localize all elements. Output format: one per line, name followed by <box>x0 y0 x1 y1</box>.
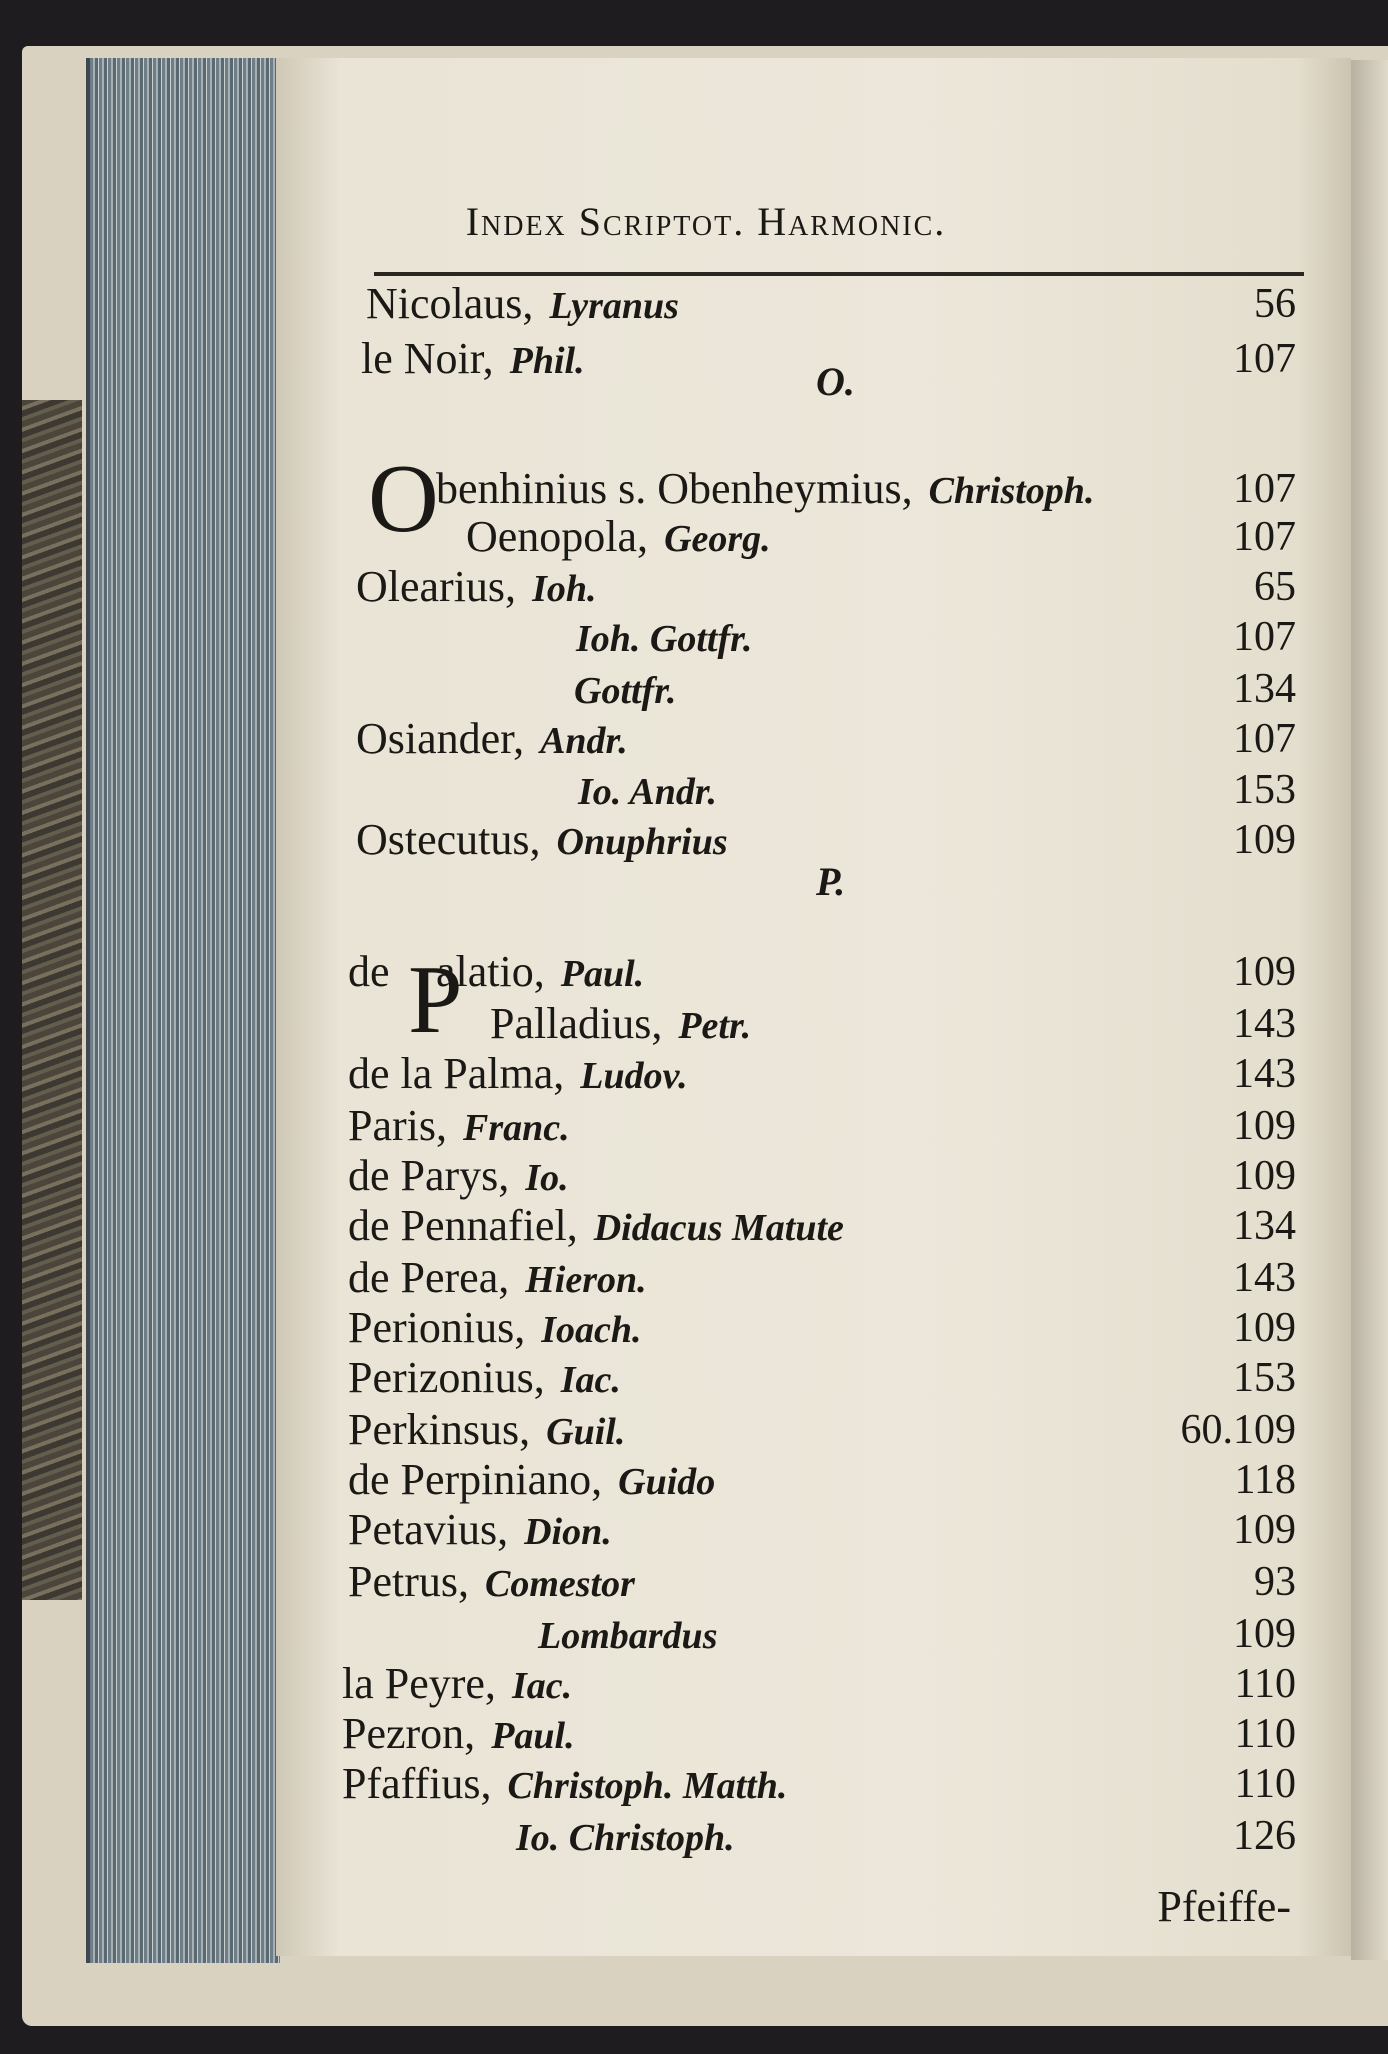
entry-surname: alatio, <box>436 947 545 996</box>
entry-page-number: 126 <box>1233 1813 1296 1859</box>
index-entry <box>276 1708 1316 1760</box>
entry-given-name: Hieron. <box>525 1259 647 1301</box>
entry-given-name: Iac. <box>560 1359 621 1401</box>
entry-page-number: 110 <box>1234 1711 1296 1757</box>
running-header: Index Scriptot. Harmonic. <box>465 199 947 244</box>
entry-given-name: Phil. <box>509 340 585 382</box>
index-entry <box>276 814 1316 866</box>
entry-page-number: 107 <box>1233 336 1296 382</box>
entry-given-name: Ioach. <box>541 1309 642 1351</box>
entry-given-name: Christoph. Matth. <box>507 1765 788 1807</box>
index-entry <box>276 946 1316 998</box>
entry-given-name: Guil. <box>546 1411 626 1453</box>
book-page <box>276 58 1351 1956</box>
entry-page-number: 109 <box>1233 1611 1296 1657</box>
entry-page-number: 110 <box>1234 1661 1296 1707</box>
index-entry <box>276 713 1316 765</box>
index-entry <box>276 1454 1316 1506</box>
entry-surname: Ostecutus, <box>356 815 541 864</box>
index-entry <box>276 1758 1316 1810</box>
index-entry <box>276 1150 1316 1202</box>
entry-surname: Pfaffius, <box>342 1759 492 1808</box>
entry-page-number: 143 <box>1233 1001 1296 1047</box>
entry-prefix: de <box>348 947 390 996</box>
entry-surname: la Peyre, <box>342 1659 496 1708</box>
entry-page-number: 109 <box>1233 1153 1296 1199</box>
index-entry <box>276 1100 1316 1152</box>
entry-page-number: 93 <box>1254 1559 1296 1605</box>
page-edges <box>86 58 280 1963</box>
entry-given-name: Andr. <box>540 720 628 762</box>
index-entry <box>276 1658 1316 1710</box>
index-entry <box>276 1504 1316 1556</box>
entry-given-name: Ioh. Gottfr. <box>576 618 753 660</box>
drop-cap-p: P <box>408 946 463 1054</box>
entry-given-name: Ludov. <box>580 1055 688 1097</box>
entry-given-name: Christoph. <box>928 470 1095 512</box>
entry-given-name: Onuphrius <box>556 821 728 863</box>
entry-page-number: 107 <box>1233 466 1296 512</box>
entry-page-number: 143 <box>1233 1051 1296 1097</box>
entry-surname: benhinius s. Obenheymius, <box>436 464 913 513</box>
index-entry <box>276 1810 1316 1862</box>
entry-surname: Olearius, <box>356 562 517 611</box>
entry-given-name: Io. <box>525 1157 569 1199</box>
entry-page-number: 134 <box>1233 666 1296 712</box>
section-letter-o: O. <box>816 359 855 404</box>
index-entry <box>276 1608 1316 1660</box>
drop-cap-o: O <box>368 445 439 553</box>
section-letter-p: P. <box>816 859 846 904</box>
entry-page-number: 109 <box>1233 1507 1296 1553</box>
entry-given-name: Petr. <box>678 1005 752 1047</box>
entry-page-number: 153 <box>1233 1355 1296 1401</box>
entry-surname: le Noir, <box>361 334 494 383</box>
index-entry <box>276 511 1316 563</box>
entry-page-number: 118 <box>1234 1457 1296 1503</box>
header-rule <box>374 272 1304 276</box>
entry-surname: de la Palma, <box>348 1049 565 1098</box>
entry-page-number: 153 <box>1233 767 1296 813</box>
entry-given-name: Gottfr. <box>574 670 677 712</box>
entry-page-number: 107 <box>1233 514 1296 560</box>
entry-given-name: Io. Christoph. <box>516 1817 735 1859</box>
entry-given-name: Paul. <box>491 1715 575 1757</box>
index-entry <box>276 1404 1316 1456</box>
index-entry <box>276 764 1316 816</box>
index-entry <box>276 463 1316 515</box>
entry-given-name: Ioh. <box>532 568 597 610</box>
marbled-board <box>22 400 82 1600</box>
entry-page-number: 109 <box>1233 817 1296 863</box>
entry-given-name: Paul. <box>560 953 645 995</box>
entry-given-name: Franc. <box>463 1107 570 1149</box>
entry-given-name: Comestor <box>485 1563 635 1605</box>
index-entry <box>276 611 1316 663</box>
entry-page-number: 65 <box>1254 564 1296 610</box>
entry-page-number: 134 <box>1233 1203 1296 1249</box>
entry-surname: de Perea, <box>348 1253 510 1302</box>
entry-surname: Perionius, <box>348 1303 526 1352</box>
entry-surname: Osiander, <box>356 714 525 763</box>
entry-given-name: Io. Andr. <box>578 771 718 813</box>
index-entry <box>276 1302 1316 1354</box>
entry-surname: Pezron, <box>342 1709 476 1758</box>
entry-surname: Petavius, <box>348 1505 509 1554</box>
entry-given-name: Dion. <box>524 1511 612 1553</box>
entry-given-name: Lyranus <box>549 285 679 327</box>
entry-given-name: Didacus Matute <box>593 1207 844 1249</box>
index-entry <box>276 998 1316 1050</box>
entry-given-name: Georg. <box>664 518 771 560</box>
index-entry <box>276 278 1316 330</box>
entry-surname: Nicolaus, <box>366 279 534 328</box>
entry-given-name: Guido <box>618 1461 716 1503</box>
entry-surname: Paris, <box>348 1101 447 1150</box>
catchword: Pfeiffe- <box>1157 1882 1291 1931</box>
index-entry <box>276 1200 1316 1252</box>
entry-page-number: 109 <box>1233 1103 1296 1149</box>
index-entry <box>276 1556 1316 1608</box>
entry-page-number: 143 <box>1233 1255 1296 1301</box>
entry-surname: de Pennafiel, <box>348 1201 578 1250</box>
index-entry <box>276 1352 1316 1404</box>
entry-page-number: 60.109 <box>1180 1407 1296 1453</box>
entry-surname: Petrus, <box>348 1557 469 1606</box>
entry-page-number: 107 <box>1233 614 1296 660</box>
entry-surname: Perkinsus, <box>348 1405 531 1454</box>
entry-surname: Perizonius, <box>348 1353 545 1402</box>
index-entry <box>276 1048 1316 1100</box>
index-entry <box>276 663 1316 715</box>
entry-page-number: 109 <box>1233 1305 1296 1351</box>
entry-page-number: 109 <box>1233 949 1296 995</box>
entry-given-name: Lombardus <box>538 1615 718 1657</box>
index-entry <box>276 1252 1316 1304</box>
entry-page-number: 107 <box>1233 716 1296 762</box>
entry-surname: de Perpiniano, <box>348 1455 603 1504</box>
entry-surname: Palladius, <box>490 999 663 1048</box>
index-entry <box>276 561 1316 613</box>
facing-page-edge <box>1351 60 1388 1960</box>
entry-page-number: 110 <box>1234 1761 1296 1807</box>
entry-surname: de Parys, <box>348 1151 510 1200</box>
entry-surname: Oenopola, <box>466 512 649 561</box>
entry-page-number: 56 <box>1254 281 1296 327</box>
index-entry <box>276 333 1316 385</box>
entry-given-name: Iac. <box>511 1665 573 1707</box>
